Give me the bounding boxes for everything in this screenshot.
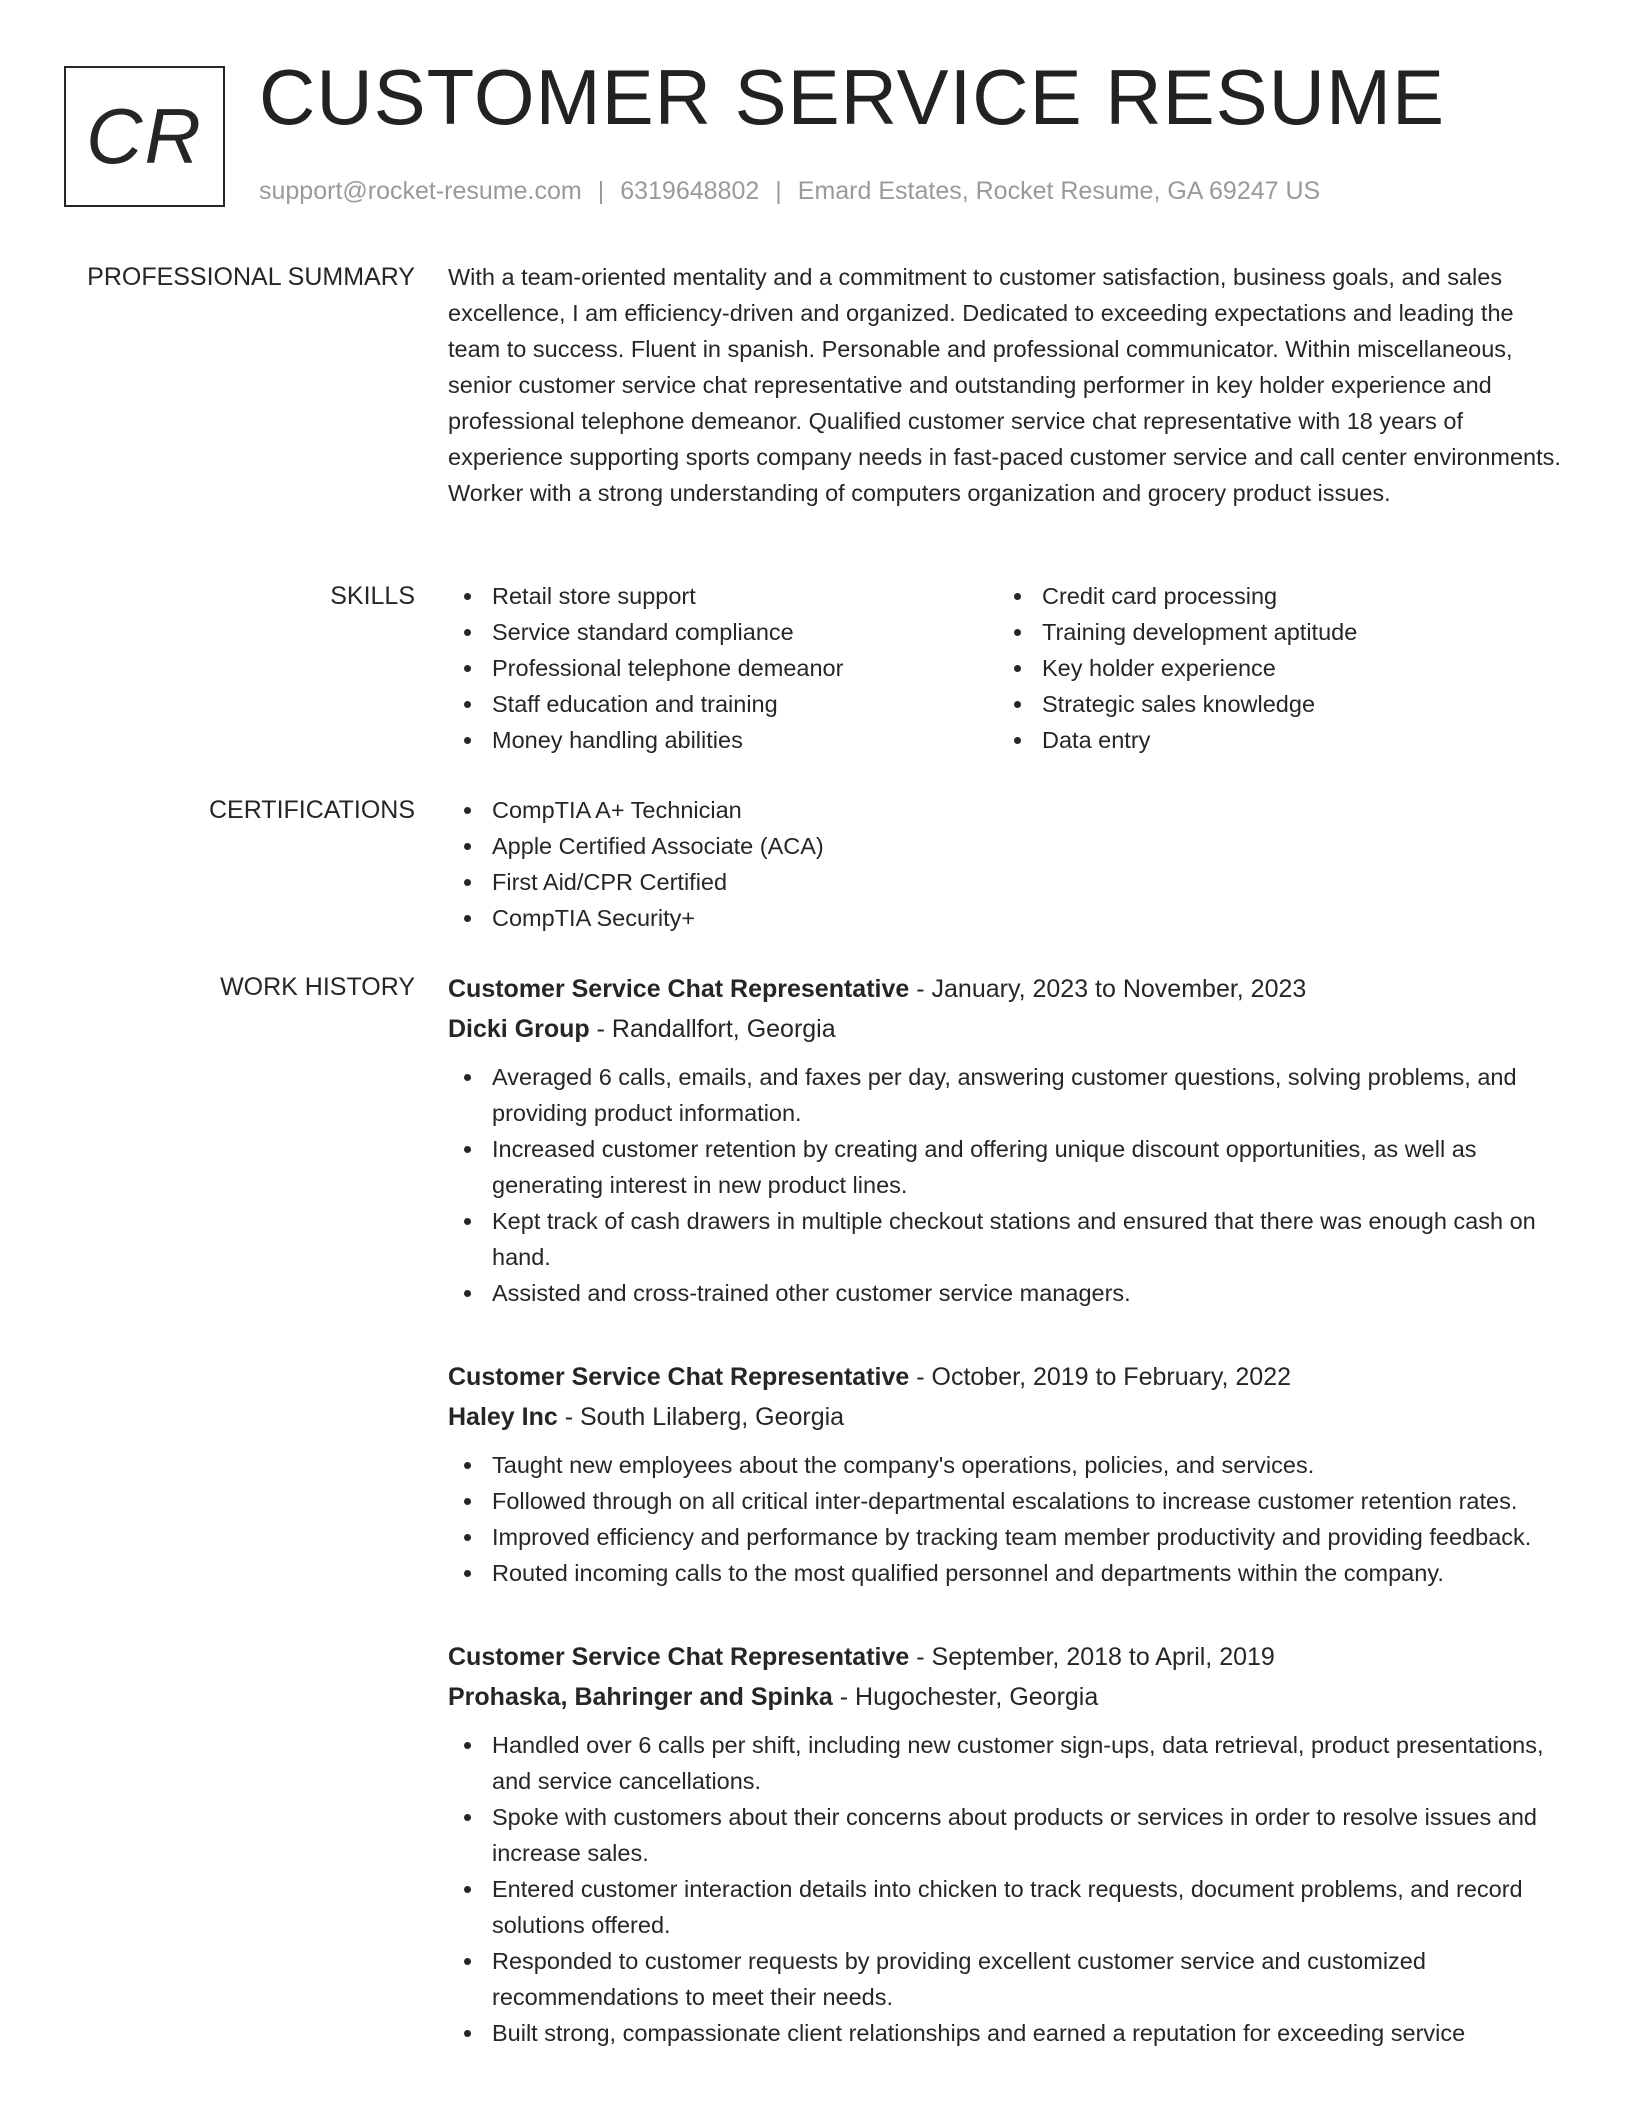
summary-body [448,259,1568,511]
job-location: - Randallfort, Georgia [589,1015,836,1043]
job-title: Customer Service Chat Representative [448,1363,910,1391]
job-bullet: Increased customer retention by creating and offering unique discount opportunities, as well as generating interest in new product lines. [492,1131,1568,1203]
job-bullet: Averaged 6 calls, emails, and faxes per day, answering customer questions, solving problems, and providing product information. [492,1059,1568,1131]
job-title-line [448,1357,1568,1397]
skill-item: Service standard compliance [492,614,998,650]
summary-text: With a team-oriented mentality and a commitment to customer satisfaction, business goals, and sales excellence, I am efficiency-driven and organized. Dedicated to exceeding expectations and leading the team to success. Fluent in spanish. Personable and professional communicator. Within miscellaneous, senior customer service chat representative and outstanding performer in key holder experience and professional telephone demeanor. Qualified customer service chat representative with 18 years of experience supporting sports company needs in fast-paced customer service and call center environments. Worker with a strong understanding of computers organization and grocery product issues. [448,264,1561,506]
certification-item: First Aid/CPR Certified [492,864,1568,900]
job-entry [448,969,1568,1311]
job-title: Customer Service Chat Representative [448,975,910,1003]
job-company: Prohaska, Bahringer and Spinka [448,1683,833,1711]
section-label-skills: SKILLS [330,582,415,610]
job-entry [448,1357,1568,1591]
job-dates: - October, 2019 to February, 2022 [909,1363,1291,1391]
job-bullet: Entered customer interaction details into chicken to track requests, document problems, and record solutions offered. [492,1871,1568,1943]
contact-separator: | [775,177,782,205]
monogram-logo [64,66,225,207]
job-location: - Hugochester, Georgia [832,1683,1099,1711]
skills-column-right [998,578,1548,758]
contact-separator: | [597,177,605,205]
certification-item: CompTIA Security+ [492,900,1568,936]
skill-item: Staff education and training [492,686,998,722]
skills-body [448,578,1568,758]
skill-item: Training development aptitude [1042,614,1548,650]
job-bullet: Followed through on all critical inter-departmental escalations to increase customer retention rates. [492,1483,1568,1519]
skills-column-left [448,578,998,758]
section-label-summary: PROFESSIONAL SUMMARY [87,263,415,291]
skill-item: Money handling abilities [492,722,998,758]
certification-item: CompTIA A+ Technician [492,792,1568,828]
resume-title: CUSTOMER SERVICE RESUME [259,53,1445,141]
certifications-body [448,792,1568,936]
job-dates: - September, 2018 to April, 2019 [909,1643,1275,1671]
skill-item: Data entry [1042,722,1548,758]
job-bullet: Assisted and cross-trained other customer service managers. [492,1275,1568,1311]
skill-item: Credit card processing [1042,578,1548,614]
skill-item: Strategic sales knowledge [1042,686,1548,722]
job-bullet: Kept track of cash drawers in multiple checkout stations and ensured that there was enough cash on hand. [492,1203,1568,1275]
work-history-body [448,969,1568,2083]
contact-line [259,176,1320,206]
job-bullet: Built strong, compassionate client relationships and earned a reputation for exceeding service [492,2015,1568,2051]
job-title-line [448,1637,1568,1677]
contact-email[interactable]: support@rocket-resume.com [259,177,582,205]
monogram-text: CR [86,92,203,180]
skill-item: Key holder experience [1042,650,1548,686]
job-title-line [448,969,1568,1009]
job-bullet: Taught new employees about the company's operations, policies, and services. [492,1447,1568,1483]
job-entry [448,1637,1568,2051]
job-bullet: Routed incoming calls to the most qualified personnel and departments within the company. [492,1555,1568,1591]
section-label-work-history: WORK HISTORY [220,973,415,1001]
job-bullet: Improved efficiency and performance by tracking team member productivity and providing feedback. [492,1519,1568,1555]
section-label-certifications: CERTIFICATIONS [208,796,415,824]
job-company: Haley Inc [448,1403,558,1431]
job-company-line [448,1677,1568,1717]
job-title: Customer Service Chat Representative [448,1643,910,1671]
contact-phone[interactable]: 6319648802 [620,177,760,205]
job-bullet: Spoke with customers about their concerns about products or services in order to resolve issues and increase sales. [492,1799,1568,1871]
job-bullet: Handled over 6 calls per shift, including new customer sign-ups, data retrieval, product presentations, and service cancellations. [492,1727,1568,1799]
job-company-line [448,1397,1568,1437]
skill-item: Professional telephone demeanor [492,650,998,686]
job-bullet: Responded to customer requests by providing excellent customer service and customized recommendations to meet their needs. [492,1943,1568,2015]
job-location: - South Lilaberg, Georgia [557,1403,845,1431]
job-company-line [448,1009,1568,1049]
skill-item: Retail store support [492,578,998,614]
job-company: Dicki Group [448,1015,590,1043]
certification-item: Apple Certified Associate (ACA) [492,828,1568,864]
job-dates: - January, 2023 to November, 2023 [909,975,1307,1003]
contact-address: Emard Estates, Rocket Resume, GA 69247 US [797,177,1321,205]
